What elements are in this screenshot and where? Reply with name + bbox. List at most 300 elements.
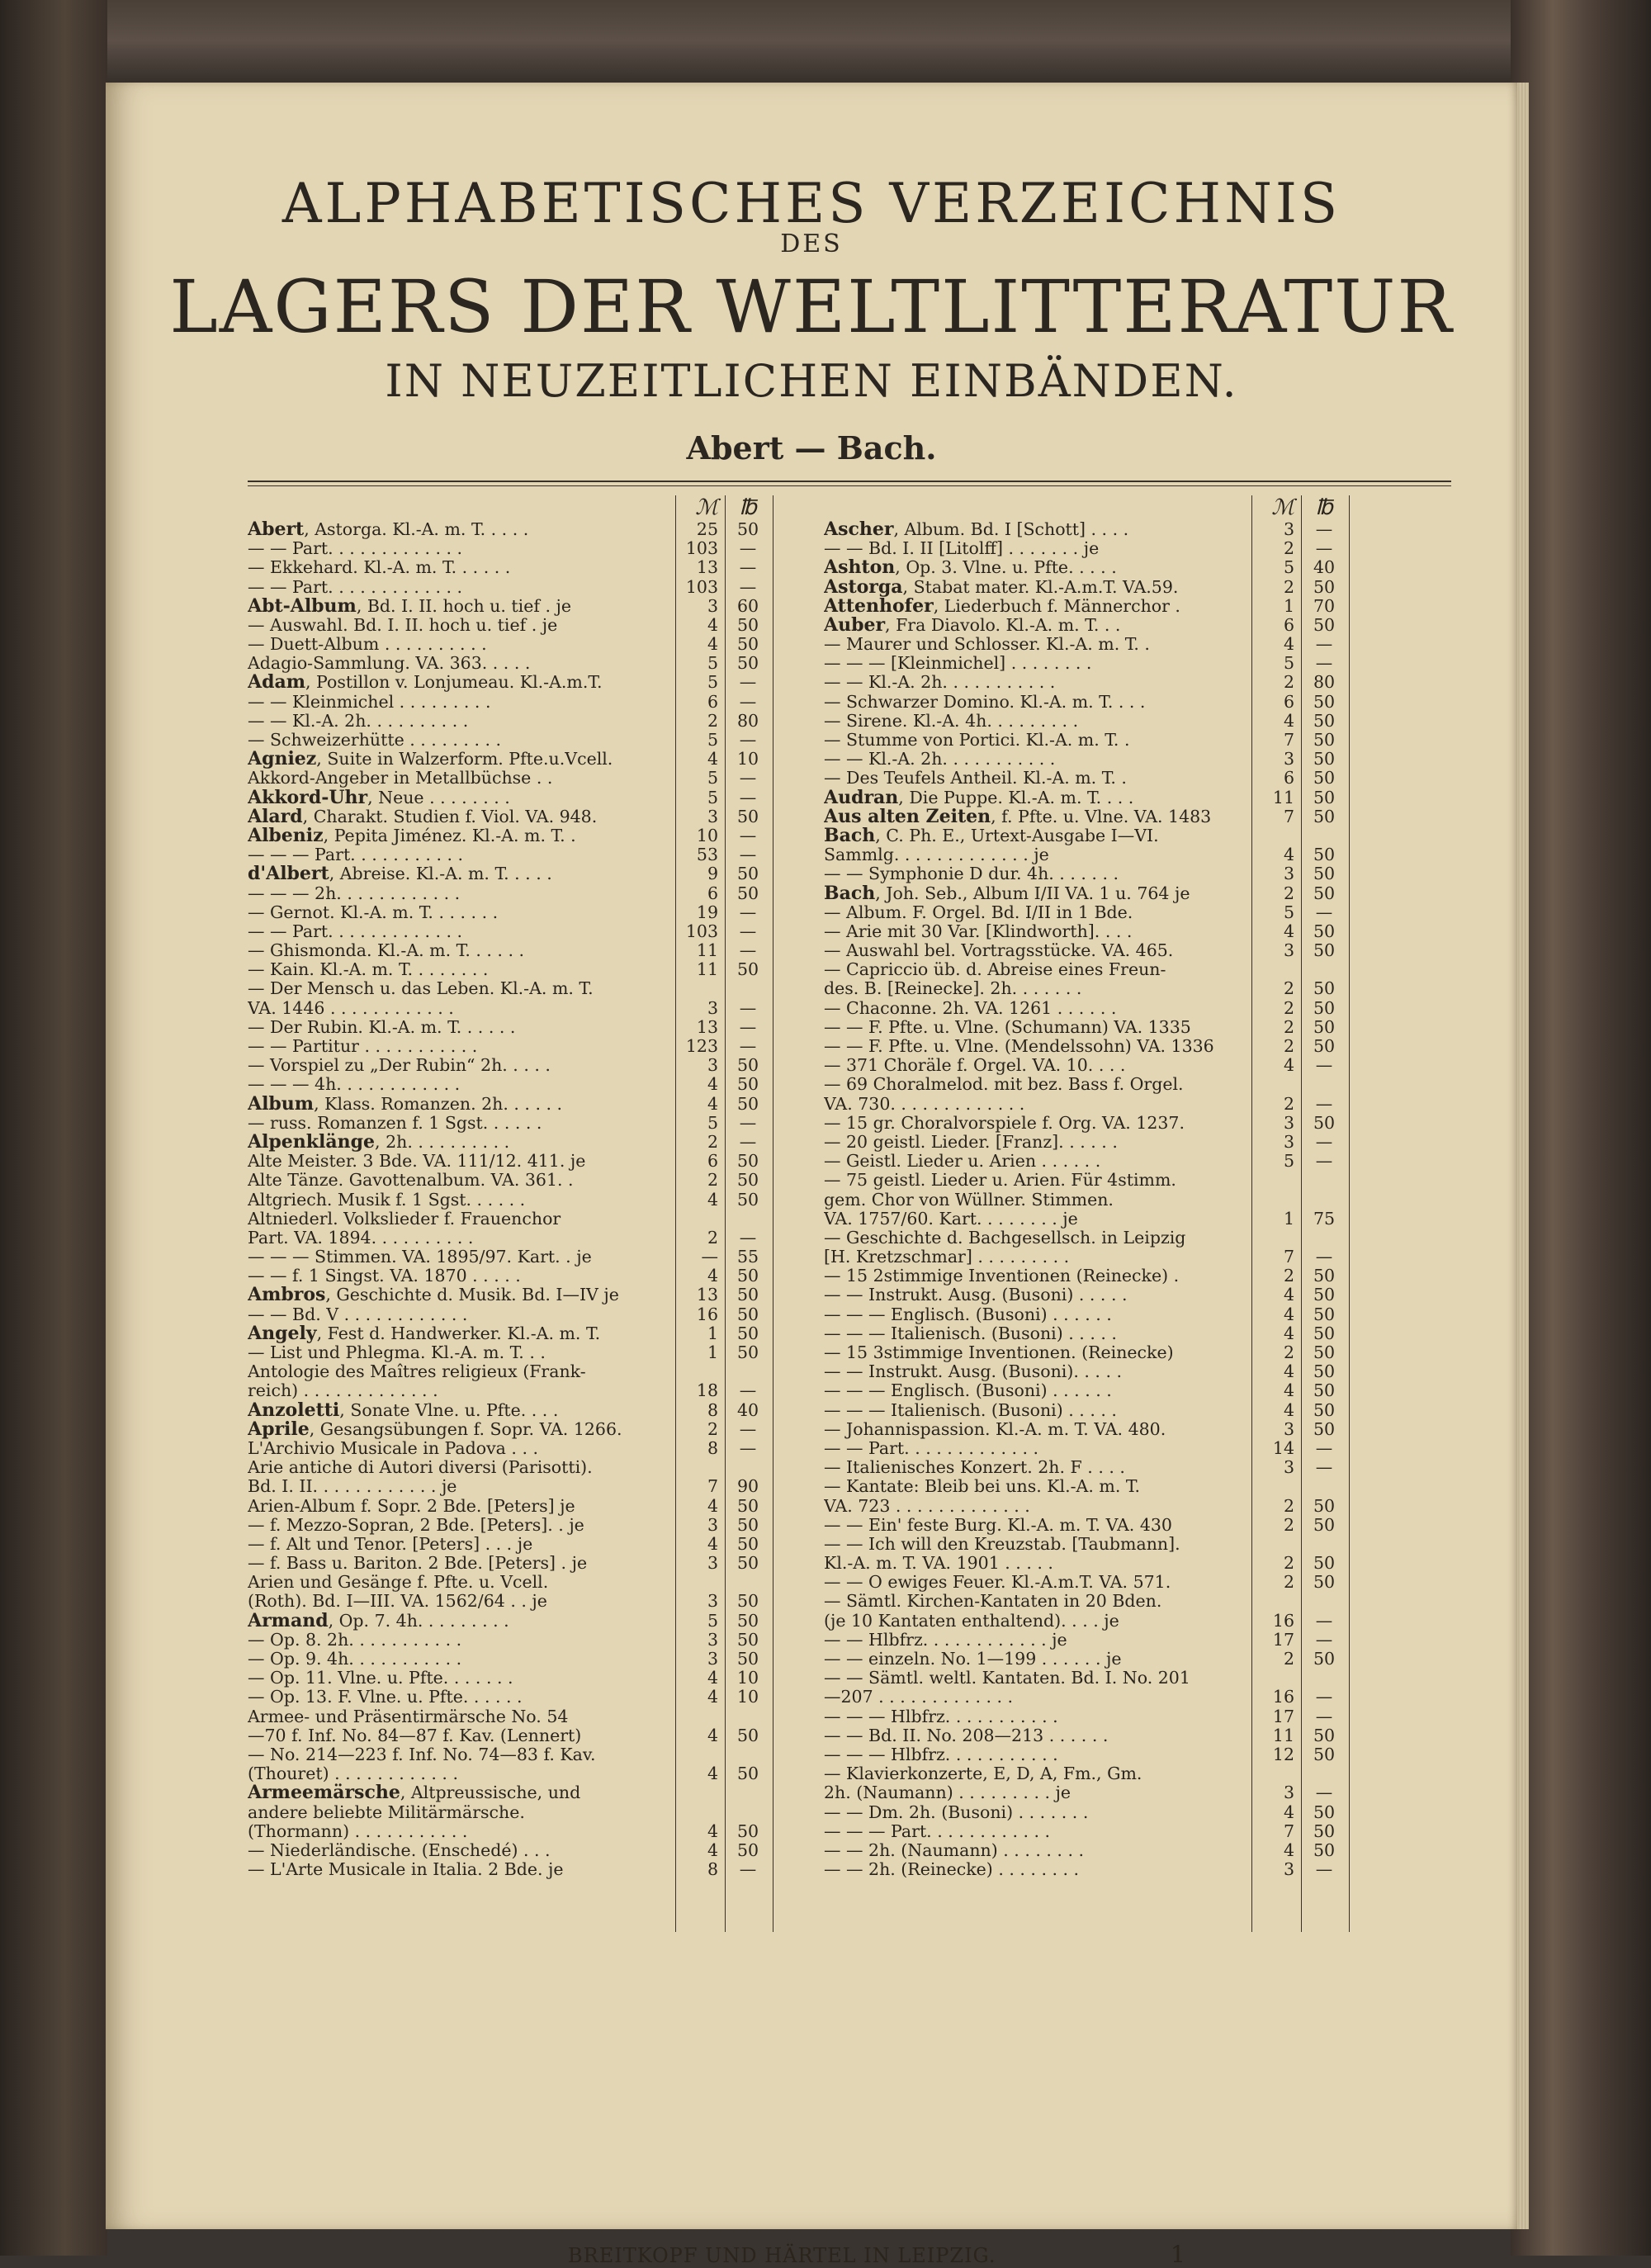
title-line-3: IN NEUZEITLICHEN EINBÄNDEN.	[385, 355, 1238, 407]
catalog-entry	[824, 712, 1410, 731]
entry-title: — — F. Pfte. u. Vlne. (Mendelssohn) VA. 1336	[824, 1037, 1214, 1057]
catalog-entry	[248, 807, 834, 826]
catalog-entry	[824, 1037, 1410, 1056]
entry-price-mark: 5	[1283, 902, 1294, 922]
entry-price-mark: 2	[1283, 1016, 1294, 1037]
catalog-entry	[824, 693, 1410, 712]
entry-title: — f. Bass u. Bariton. 2 Bde. [Peters] . je	[248, 1554, 588, 1574]
entry-price-pfennig: 50	[1313, 806, 1336, 826]
entry-price-pfennig: 50	[736, 1764, 759, 1784]
entry-price-mark: 5	[1283, 653, 1294, 674]
entry-price-pfennig: —	[739, 672, 757, 693]
entry-title: — Maurer und Schlosser. Kl.-A. m. T. .	[824, 635, 1150, 655]
entry-title: — — Bd. II. No. 208—213 . . . . . .	[824, 1726, 1109, 1745]
entry-title: Attenhofer, Liederbuch f. Männerchor .	[824, 596, 1180, 616]
entry-price-mark: 2	[707, 1227, 718, 1248]
left-column	[248, 495, 834, 1879]
entry-price-mark: 3	[707, 1649, 718, 1669]
entry-price-pfennig: 50	[736, 1495, 759, 1516]
entry-price-pfennig: 50	[736, 1074, 759, 1095]
mark-header: ℳ	[695, 495, 718, 520]
entry-title: Armee- und Präsentirmärsche No. 54	[248, 1707, 569, 1726]
catalog-entry	[824, 1516, 1410, 1535]
entry-price-pfennig: 80	[1313, 672, 1336, 693]
entry-price-mark: 5	[707, 787, 718, 807]
catalog-entry	[824, 1401, 1410, 1420]
entry-title: Abt-Album, Bd. I. II. hoch u. tief . je	[248, 596, 571, 616]
entry-price-mark: 1	[1283, 595, 1294, 616]
entry-price-mark: 4	[707, 614, 718, 635]
entry-title: — — Symphonie D dur. 4h. . . . . . .	[824, 864, 1119, 884]
catalog-entry	[248, 1745, 834, 1764]
entry-title: — — 2h. (Naumann) . . . . . . . .	[824, 1840, 1084, 1860]
catalog-entry	[824, 616, 1410, 635]
catalog-entry	[248, 1497, 834, 1516]
entry-title: Armeemärsche, Altpreussische, und	[248, 1783, 581, 1803]
entry-price-pfennig: —	[739, 730, 757, 750]
entry-price-pfennig: 50	[1313, 1744, 1336, 1764]
entry-title: — Kain. Kl.-A. m. T. . . . . . . .	[248, 960, 489, 980]
catalog-entry	[824, 1343, 1410, 1362]
entry-price-mark: 4	[1283, 1323, 1294, 1343]
entry-price-pfennig: 50	[1313, 978, 1336, 999]
entry-price-pfennig: 50	[736, 653, 759, 674]
catalog-entry	[824, 1573, 1410, 1592]
header-rule	[248, 481, 1451, 486]
catalog-entry	[824, 1707, 1410, 1726]
entry-title: Bach, Joh. Seb., Album I/II VA. 1 u. 764 je	[824, 883, 1190, 903]
catalog-entry	[824, 654, 1410, 673]
entry-price-mark: 103	[685, 921, 718, 941]
entry-price-mark: 2	[1283, 883, 1294, 903]
catalog-entry	[824, 1439, 1410, 1458]
catalog-entry	[824, 1535, 1410, 1554]
entry-title: (Thormann) . . . . . . . . . . .	[248, 1821, 468, 1841]
entry-title: 2h. (Naumann) . . . . . . . . . je	[824, 1783, 1071, 1803]
entry-price-pfennig: 50	[736, 518, 759, 539]
entry-price-pfennig: —	[1315, 902, 1333, 922]
entry-price-mark: 4	[707, 1266, 718, 1286]
entry-price-mark: 17	[1272, 1706, 1294, 1726]
catalog-entry	[248, 1573, 834, 1592]
catalog-entry	[248, 788, 834, 807]
entry-price-mark: 4	[707, 749, 718, 769]
entry-title: — — — Hlbfrz. . . . . . . . . . .	[824, 1745, 1058, 1764]
catalog-entry	[248, 1401, 834, 1420]
catalog-entry	[824, 1764, 1410, 1783]
catalog-entry	[248, 1095, 834, 1114]
entry-price-mark: 4	[1283, 710, 1294, 731]
catalog-entry	[824, 845, 1410, 864]
catalog-entry	[248, 1803, 834, 1822]
entry-price-mark: 3	[707, 1591, 718, 1612]
entry-title: — — f. 1 Singst. VA. 1870 . . . . .	[248, 1267, 521, 1286]
entry-price-pfennig: 50	[1313, 768, 1336, 788]
entry-title: Audran, Die Puppe. Kl.-A. m. T. . . .	[824, 788, 1134, 807]
entry-price-mark: 2	[1283, 1093, 1294, 1114]
catalog-entry	[824, 750, 1410, 769]
entry-price-mark: 5	[1283, 1151, 1294, 1172]
entry-title: — Klavierkonzerte, E, D, A, Fm., Gm.	[824, 1764, 1142, 1784]
catalog-entry	[824, 826, 1410, 845]
catalog-entry	[824, 980, 1410, 999]
catalog-entry	[824, 1191, 1410, 1210]
entry-price-pfennig: 50	[1313, 1112, 1336, 1133]
entry-title: — Johannispassion. Kl.-A. m. T. VA. 480.	[824, 1419, 1166, 1439]
catalog-entry	[248, 922, 834, 941]
catalog-entry	[248, 1593, 834, 1612]
entry-title: — Ghismonda. Kl.-A. m. T. . . . . .	[248, 941, 524, 961]
entry-price-pfennig: 80	[736, 710, 759, 731]
entry-price-pfennig: 60	[736, 595, 759, 616]
entry-price-pfennig: —	[1315, 1151, 1333, 1172]
entry-price-mark: 9	[707, 864, 718, 884]
entry-price-pfennig: 50	[736, 1629, 759, 1650]
entry-title: Arien und Gesänge f. Pfte. u. Vcell.	[248, 1573, 549, 1593]
entry-title: — Ekkehard. Kl.-A. m. T. . . . . .	[248, 558, 511, 578]
catalog-entry	[248, 1458, 834, 1477]
entry-price-mark: 2	[1283, 576, 1294, 597]
entry-title: Auber, Fra Diavolo. Kl.-A. m. T. . .	[824, 615, 1121, 636]
catalog-entry	[824, 1650, 1410, 1669]
catalog-entry	[824, 1229, 1410, 1248]
catalog-entry	[824, 1688, 1410, 1707]
entry-title: Altniederl. Volkslieder f. Frauenchor	[248, 1209, 561, 1229]
catalog-entry	[248, 1554, 834, 1573]
entry-price-pfennig: 50	[736, 1649, 759, 1669]
entry-price-mark: 4	[1283, 1839, 1294, 1860]
entry-price-mark: 7	[707, 1476, 718, 1497]
entry-title: — Stumme von Portici. Kl.-A. m. T. .	[824, 731, 1130, 750]
entry-title: — — Kl.-A. 2h. . . . . . . . . . .	[824, 750, 1056, 769]
entry-title: — — Ich will den Kreuzstab. [Taubmann].	[824, 1534, 1180, 1554]
entry-price-mark: 8	[707, 1859, 718, 1880]
entry-price-pfennig: 50	[1313, 730, 1336, 750]
entry-price-mark: 11	[1272, 1725, 1294, 1745]
entry-title: — 75 geistl. Lieder u. Arien. Für 4stimm.	[824, 1171, 1176, 1191]
catalog-entry	[248, 1152, 834, 1171]
entry-price-mark: 19	[696, 902, 718, 922]
entry-price-mark: 3	[1283, 1131, 1294, 1152]
entry-price-pfennig: —	[1315, 1687, 1333, 1707]
entry-title: — Chaconne. 2h. VA. 1261 . . . . . .	[824, 998, 1117, 1018]
entry-price-pfennig: —	[739, 1016, 757, 1037]
entry-price-pfennig: —	[739, 1437, 757, 1458]
entry-price-mark: 3	[1283, 1112, 1294, 1133]
entry-price-pfennig: 50	[1313, 1285, 1336, 1305]
left-column-divider-1	[675, 495, 676, 1932]
entry-price-mark: 3	[1283, 1457, 1294, 1478]
entry-title: — — — Italienisch. (Busoni) . . . . .	[824, 1323, 1117, 1343]
entry-price-mark: 10	[696, 825, 718, 845]
entry-price-pfennig: 50	[1313, 883, 1336, 903]
catalog-entry	[824, 1248, 1410, 1267]
entry-price-pfennig: 50	[1313, 1361, 1336, 1382]
entry-price-pfennig: 50	[736, 1342, 759, 1363]
entry-price-pfennig: 50	[736, 1591, 759, 1612]
entry-price-pfennig: 50	[736, 614, 759, 635]
book-cover-right	[1511, 0, 1651, 2256]
pfennig-header-right: ℔	[1315, 495, 1333, 520]
entry-price-pfennig: —	[739, 691, 757, 712]
entry-title: — — — 2h. . . . . . . . . . . .	[248, 883, 461, 903]
entry-price-pfennig: 50	[1313, 1418, 1336, 1439]
entry-price-mark: 2	[1283, 672, 1294, 693]
entry-title: — — Kl.-A. 2h. . . . . . . . . .	[248, 711, 469, 731]
entry-price-mark: 2	[1283, 1266, 1294, 1286]
entry-price-mark: 5	[707, 730, 718, 750]
entry-title: Arien-Album f. Sopr. 2 Bde. [Peters] je	[248, 1496, 575, 1516]
entry-price-mark: 4	[707, 1495, 718, 1516]
right-column-header	[824, 495, 1410, 520]
entry-title: Part. VA. 1894. . . . . . . . . .	[248, 1228, 474, 1248]
catalog-entry	[824, 788, 1410, 807]
entry-price-pfennig: —	[1315, 1859, 1333, 1880]
entry-price-pfennig: 50	[1313, 1725, 1336, 1745]
left-column-divider-2	[725, 495, 726, 1932]
entry-price-pfennig: 40	[1313, 557, 1336, 578]
page-edge	[1517, 83, 1529, 2229]
entry-price-pfennig: 50	[1313, 1380, 1336, 1401]
entry-title: — — — Italienisch. (Busoni) . . . . .	[824, 1400, 1117, 1420]
entry-price-pfennig: —	[1315, 1457, 1333, 1478]
entry-title: — f. Alt und Tenor. [Peters] . . . je	[248, 1534, 533, 1554]
entry-price-pfennig: 50	[1313, 1572, 1336, 1593]
entry-price-mark: 7	[1283, 806, 1294, 826]
entry-price-pfennig: 50	[1313, 1821, 1336, 1841]
entry-price-mark: 3	[707, 1514, 718, 1535]
entry-price-pfennig: 75	[1313, 1208, 1336, 1229]
entry-price-mark: 2	[1283, 1649, 1294, 1669]
entry-title: — 371 Choräle f. Orgel. VA. 10. . . .	[824, 1056, 1126, 1076]
entry-price-mark: 6	[1283, 691, 1294, 712]
entry-title: — — Part. . . . . . . . . . . . .	[824, 1438, 1039, 1458]
entry-price-pfennig: —	[739, 768, 757, 788]
entry-price-pfennig: 50	[736, 1170, 759, 1191]
entry-price-pfennig: 10	[736, 1668, 759, 1688]
entry-price-mark: 53	[696, 845, 718, 865]
entry-price-pfennig: 50	[736, 1093, 759, 1114]
entry-price-pfennig: —	[1315, 1437, 1333, 1458]
entry-price-pfennig: 50	[736, 1304, 759, 1324]
catalog-entry	[248, 1439, 834, 1458]
catalog-entry	[248, 1535, 834, 1554]
catalog-entry	[824, 1497, 1410, 1516]
entry-price-mark: 6	[707, 691, 718, 712]
catalog-entry	[824, 1593, 1410, 1612]
entry-price-mark: 4	[1283, 1304, 1294, 1324]
catalog-entry	[248, 1783, 834, 1802]
mark-header-right: ℳ	[1271, 495, 1294, 520]
entry-price-mark: 6	[707, 883, 718, 903]
entry-price-pfennig: 50	[736, 1821, 759, 1841]
entry-price-mark: 4	[707, 1093, 718, 1114]
entry-title: — Sämtl. Kirchen-Kantaten in 20 Bden.	[824, 1592, 1162, 1612]
entry-title: — 69 Choralmelod. mit bez. Bass f. Orgel.	[824, 1075, 1184, 1095]
left-entries	[248, 520, 834, 1879]
left-column-header	[248, 495, 834, 520]
entry-price-pfennig: —	[1315, 1131, 1333, 1152]
catalog-entry	[824, 1305, 1410, 1324]
catalog-entry	[824, 1133, 1410, 1152]
catalog-entry	[248, 1229, 834, 1248]
catalog-entry	[248, 520, 834, 539]
entry-price-mark: 123	[685, 1036, 718, 1057]
right-column-divider-2	[1301, 495, 1302, 1932]
entry-price-mark: 4	[707, 1764, 718, 1784]
catalog-entry	[824, 1783, 1410, 1802]
entry-price-mark: 7	[1283, 1821, 1294, 1841]
catalog-entry	[248, 674, 834, 693]
entry-title: reich) . . . . . . . . . . . . .	[248, 1381, 438, 1401]
catalog-entry	[824, 1324, 1410, 1343]
catalog-entry	[248, 1267, 834, 1286]
title-des: DES	[780, 230, 843, 258]
entry-price-pfennig: —	[739, 1380, 757, 1401]
catalog-entry	[248, 1650, 834, 1669]
entry-price-pfennig: 50	[1313, 1016, 1336, 1037]
entry-title: Akkord-Uhr, Neue . . . . . . . .	[248, 788, 510, 807]
entry-title: Alte Meister. 3 Bde. VA. 111/12. 411. je	[248, 1152, 586, 1172]
entry-price-mark: 3	[1283, 1859, 1294, 1880]
entry-title: — — O ewiges Feuer. Kl.-A.m.T. VA. 571.	[824, 1573, 1171, 1593]
entry-price-mark: 12	[1272, 1744, 1294, 1764]
catalog-entry	[248, 999, 834, 1018]
title-line-1: ALPHABETISCHES VERZEICHNIS	[281, 172, 1341, 235]
entry-title: — Geistl. Lieder u. Arien . . . . . .	[824, 1152, 1101, 1172]
catalog-entry	[248, 941, 834, 960]
entry-title: — 15 3stimmige Inventionen. (Reinecke)	[824, 1343, 1174, 1363]
catalog-entry	[248, 654, 834, 673]
entry-title: —207 . . . . . . . . . . . . .	[824, 1688, 1014, 1707]
entry-price-pfennig: 50	[1313, 997, 1336, 1018]
entry-price-pfennig: —	[739, 1227, 757, 1248]
entry-title: VA. 1757/60. Kart. . . . . . . . je	[824, 1209, 1078, 1229]
catalog-entry	[248, 884, 834, 903]
catalog-entry	[248, 1210, 834, 1229]
entry-price-pfennig: 50	[1313, 787, 1336, 807]
catalog-entry	[248, 864, 834, 883]
entry-price-mark: 2	[1283, 978, 1294, 999]
entry-title: Sammlg. . . . . . . . . . . . . je	[824, 845, 1049, 865]
entry-price-mark: 7	[1283, 1247, 1294, 1267]
entry-title: — — einzeln. No. 1—199 . . . . . . je	[824, 1650, 1122, 1669]
entry-price-mark: 5	[707, 768, 718, 788]
entry-price-mark: 2	[1283, 538, 1294, 559]
entry-price-pfennig: —	[739, 1859, 757, 1880]
catalog-entry	[824, 520, 1410, 539]
entry-title: Alard, Charakt. Studien f. Viol. VA. 948.	[248, 807, 598, 826]
entry-price-mark: 1	[707, 1342, 718, 1363]
entry-title: — Der Rubin. Kl.-A. m. T. . . . . .	[248, 1017, 516, 1037]
entry-title: — Capriccio üb. d. Abreise eines Freun-	[824, 960, 1166, 980]
entry-price-mark: 5	[707, 1112, 718, 1133]
entry-price-mark: 16	[1272, 1687, 1294, 1707]
entry-title: d'Albert, Abreise. Kl.-A. m. T. . . . .	[248, 864, 552, 884]
entry-price-mark: 11	[696, 940, 718, 961]
entry-price-pfennig: —	[1315, 538, 1333, 559]
entry-price-pfennig: —	[1315, 518, 1333, 539]
catalog-entry	[824, 1631, 1410, 1650]
entry-title: Albeniz, Pepita Jiménez. Kl.-A. m. T. .	[248, 826, 576, 846]
entry-price-mark: 103	[685, 538, 718, 559]
entry-title: — — — 4h. . . . . . . . . . . .	[248, 1075, 461, 1095]
entry-price-pfennig: 50	[1313, 1304, 1336, 1324]
catalog-entry	[248, 1477, 834, 1496]
catalog-entry	[248, 1018, 834, 1037]
entry-title: — Duett-Album . . . . . . . . . .	[248, 635, 487, 655]
catalog-entry	[248, 712, 834, 731]
catalog-entry	[824, 999, 1410, 1018]
entry-price-pfennig: 50	[736, 1189, 759, 1210]
entry-price-mark: 13	[696, 1016, 718, 1037]
entry-title: — Der Mensch u. das Leben. Kl.-A. m. T.	[248, 979, 594, 999]
entry-price-pfennig: —	[739, 557, 757, 578]
entry-title: Alpenklänge, 2h. . . . . . . . . .	[248, 1132, 510, 1153]
entry-price-mark: —	[701, 1247, 718, 1267]
entry-title: — Vorspiel zu „Der Rubin“ 2h. . . . .	[248, 1056, 551, 1076]
entry-price-mark: 4	[707, 1074, 718, 1095]
catalog-entry	[248, 1305, 834, 1324]
catalog-entry	[248, 597, 834, 616]
entry-price-pfennig: 50	[736, 883, 759, 903]
catalog-entry	[824, 884, 1410, 903]
entry-title: — List und Phlegma. Kl.-A. m. T. . .	[248, 1343, 546, 1363]
entry-price-mark: 3	[707, 1055, 718, 1076]
entry-title: — — Part. . . . . . . . . . . . .	[248, 577, 463, 597]
catalog-entry	[248, 1056, 834, 1075]
entry-price-pfennig: 50	[736, 1839, 759, 1860]
entry-price-pfennig: 50	[1313, 614, 1336, 635]
catalog-entry	[824, 1362, 1410, 1381]
entry-title: Ascher, Album. Bd. I [Schott] . . . .	[824, 519, 1129, 540]
entry-price-mark: 3	[1283, 864, 1294, 884]
entry-price-mark: 3	[707, 1553, 718, 1574]
catalog-entry	[248, 1324, 834, 1343]
catalog-entry	[824, 558, 1410, 577]
entry-price-pfennig: 10	[736, 749, 759, 769]
entry-price-pfennig: 50	[1313, 691, 1336, 712]
entry-title: — f. Mezzo-Sopran, 2 Bde. [Peters]. . je	[248, 1515, 584, 1535]
page-number: 1	[1171, 2241, 1185, 2268]
entry-price-pfennig: —	[739, 1112, 757, 1133]
entry-price-mark: 11	[1272, 787, 1294, 807]
entry-price-mark: 4	[1283, 1055, 1294, 1076]
catalog-entry	[824, 769, 1410, 788]
entry-price-mark: 4	[1283, 921, 1294, 941]
entry-price-mark: 7	[1283, 730, 1294, 750]
entry-price-mark: 4	[1283, 1361, 1294, 1382]
entry-title: — Schwarzer Domino. Kl.-A. m. T. . . .	[824, 692, 1146, 712]
entry-title: [H. Kretzschmar] . . . . . . . . .	[824, 1248, 1070, 1267]
entry-price-mark: 6	[1283, 614, 1294, 635]
catalog-entry	[824, 1803, 1410, 1822]
catalog-entry	[248, 1688, 834, 1707]
catalog-entry	[248, 539, 834, 558]
entry-price-mark: 2	[1283, 1495, 1294, 1516]
entry-price-pfennig: 50	[736, 1285, 759, 1305]
catalog-entry	[248, 1631, 834, 1650]
entry-price-pfennig: 50	[1313, 845, 1336, 865]
entry-title: — — Instrukt. Ausg. (Busoni). . . . .	[824, 1362, 1123, 1382]
entry-title: Anzoletti, Sonate Vlne. u. Pfte. . . .	[248, 1400, 559, 1420]
title-line-2: LAGERS DER WELTLITTERATUR	[169, 264, 1454, 349]
entry-price-pfennig: —	[1315, 1055, 1333, 1076]
catalog-entry	[248, 1381, 834, 1400]
catalog-entry	[824, 1477, 1410, 1496]
page-range-heading: Abert — Bach.	[686, 429, 937, 466]
catalog-entry	[824, 941, 1410, 960]
